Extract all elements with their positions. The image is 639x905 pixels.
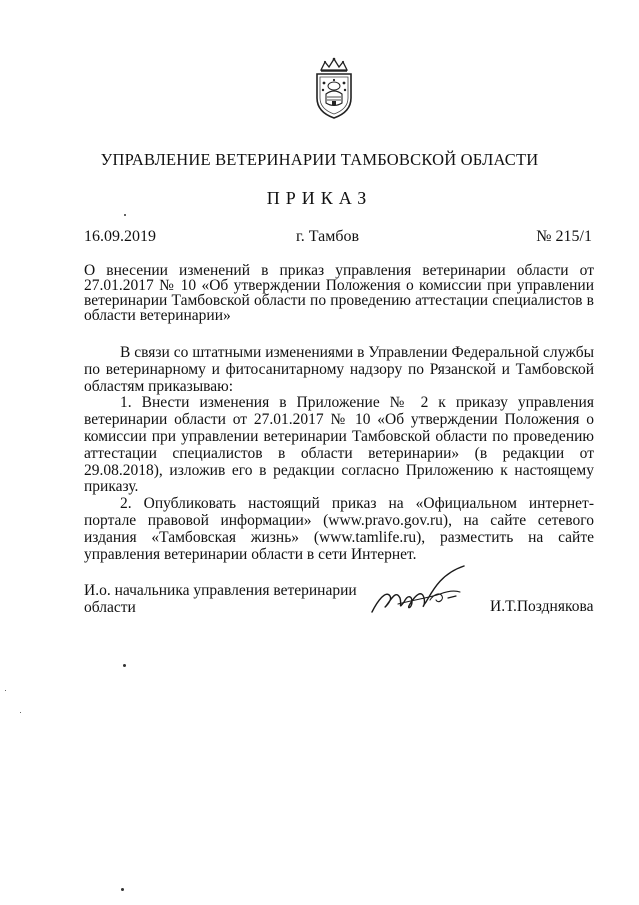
organization-title: УПРАВЛЕНИЕ ВЕТЕРИНАРИИ ТАМБОВСКОЙ ОБЛАСТИ	[100, 150, 539, 169]
document-body	[84, 345, 594, 563]
handwritten-signature-icon	[368, 560, 478, 620]
scan-speck	[124, 214, 126, 216]
scan-speck	[20, 712, 21, 713]
body-item-1: 1. Внести изменения в Приложение № 2 к приказу управления ветеринарии области от 27.01.2017 № 10 «Об утверждении Положения о комиссии при управлении ветеринарии Тамбовской области по проведению аттестации специалистов в области ветеринарии» (в редакции от 29.08.2018), изложив его в редакции согласно Приложению к настоящему приказу.	[84, 394, 594, 496]
document-city: г. Тамбов	[296, 228, 360, 245]
scan-speck	[123, 664, 126, 667]
body-item-2: 2. Опубликовать настоящий приказ на «Официальном интернет-портале правовой информации» (www.pravo.gov.ru), на сайте сетевого издания «Тамбовская жизнь» (www.tamlife.ru), разместить на сайте управления ветеринарии области в сети Интернет.	[84, 495, 594, 563]
document-type-heading: ПРИКАЗ	[266, 188, 373, 208]
signatory-position: И.о. начальника управления ветеринарии области	[84, 582, 357, 616]
scan-speck	[121, 888, 124, 891]
coat-of-arms-icon	[311, 56, 357, 120]
document-number: № 215/1	[536, 228, 592, 245]
signer-name: И.Т.Позднякова	[490, 598, 594, 615]
body-preamble: В связи со штатными изменениями в Управлении Федеральной службы по ветеринарному и фитосанитарному надзору по Рязанской и Тамбовской областям приказываю:	[84, 344, 594, 395]
document-subject: О внесении изменений в приказ управления ветеринарии области от 27.01.2017 № 10 «Об утверждении Положения о комиссии при управлении ветеринарии Тамбовской области по проведению аттестации специалистов в области ветеринарии»	[84, 262, 594, 324]
document-date: 16.09.2019	[84, 228, 156, 245]
scan-speck	[5, 690, 6, 691]
